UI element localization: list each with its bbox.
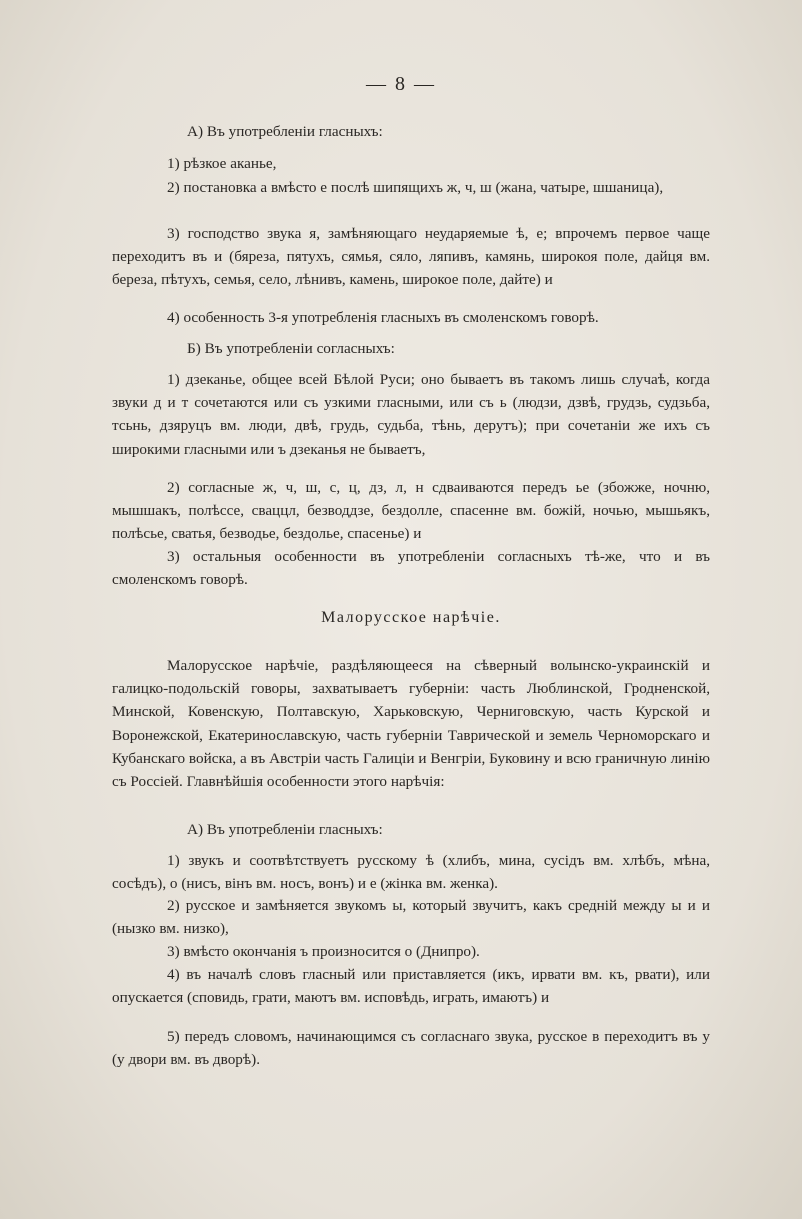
heading-vowels-2: А) Въ употребленіи гласныхъ: — [187, 821, 383, 838]
heading-vowels: А) Въ употребленіи гласныхъ: — [187, 123, 383, 140]
heading-consonants: Б) Въ употребленіи согласныхъ: — [187, 340, 395, 357]
paragraph: 3) господство звука я, замѣняющаго неударяемые ѣ, е; впрочемъ первое чаще переходитъ въ и (бяреза, пятухъ, сямья, сяло, ляпивъ, камянь, широкоя поле, дайця вм. береза, пѣтухъ, семья, село, лѣнивъ, камень, широкое поле, дайте) и — [112, 225, 710, 289]
paragraph: 2) русское и замѣняется звукомъ ы, который звучитъ, какъ средній между ы и и (нызко вм. низко), — [112, 897, 710, 938]
paragraph: 1) дзеканье, общее всей Бѣлой Руси; оно бываетъ въ такомъ лишь случаѣ, когда звуки д и т сочетаются или съ узкими гласными, или съ ь (людзи, дзвѣ, грудзь, судзьба, тсьнь, дзяруцъ вм. люди, двѣ, грудь, судьба, тѣнь, дерутъ); при сочетаніи же ихъ съ широкими гласными или ъ дзеканья не бываетъ, — [112, 371, 710, 458]
paragraph: 4) въ началѣ словъ гласный или приставляется (икъ, ирвати вм. къ, рвати), или опускается (сповидь, грати, маютъ вм. исповѣдь, играть, имаютъ) и — [112, 966, 710, 1007]
paragraph: Малорусское нарѣчіе, раздѣляющееся на сѣверный волынско-украинскій и галицко-подольскій говоры, захватываетъ губерніи: часть Люблинской, Гродненской, Минской, Ковенскую, Полтавскую, Харьковскую, Черниговскую, часть Курской и Воронежской, Екатеринославскую, часть губерніи Таврической и земель Черноморскаго и Кубанскаго войска, а въ Австріи часть Галиціи и Венгріи, Буковину и всю граничную линію съ Россіей. Главнѣйшія особенности этого нарѣчія: — [112, 657, 710, 791]
paragraph: 3) вмѣсто окончанія ъ произносится о (Днипро). — [167, 943, 480, 960]
paragraph: 1) звукъ и соотвѣтствуетъ русскому ѣ (хлибъ, мина, сусідъ вм. хлѣбъ, мѣна, сосѣдъ), о (нисъ, вінъ вм. носъ, вонъ) и е (жінка вм. женка). — [112, 852, 710, 893]
paragraph: 1) рѣзкое аканье, — [167, 155, 277, 172]
paragraph: 5) передъ словомъ, начинающимся съ согласнаго звука, русское в переходитъ въ у (у двори вм. въ дворѣ). — [112, 1028, 710, 1069]
paragraph: 2) постановка а вмѣсто е послѣ шипящихъ ж, ч, ш (жана, чатыре, шшаница), — [167, 179, 664, 196]
paragraph: 4) особенность 3-я употребленія гласныхъ въ смоленскомъ говорѣ. — [167, 309, 599, 326]
section-title: Малорусское нарѣчіе. — [321, 609, 501, 626]
paragraph: 2) согласные ж, ч, ш, с, ц, дз, л, н сдваиваются передъ ье (збожже, ночню, мышшакъ, полѣссе, сваццл, безводдзе, бездолле, спасенне вм. божій, ночью, мышьякъ, полѣсье, сватья, безводье, бездолье, спасенье) и — [112, 479, 710, 543]
paragraph: 3) остальныя особенности въ употребленіи согласныхъ тѣ-же, что и въ смоленскомъ говорѣ. — [112, 548, 710, 589]
page-number: — 8 — — [366, 73, 436, 95]
